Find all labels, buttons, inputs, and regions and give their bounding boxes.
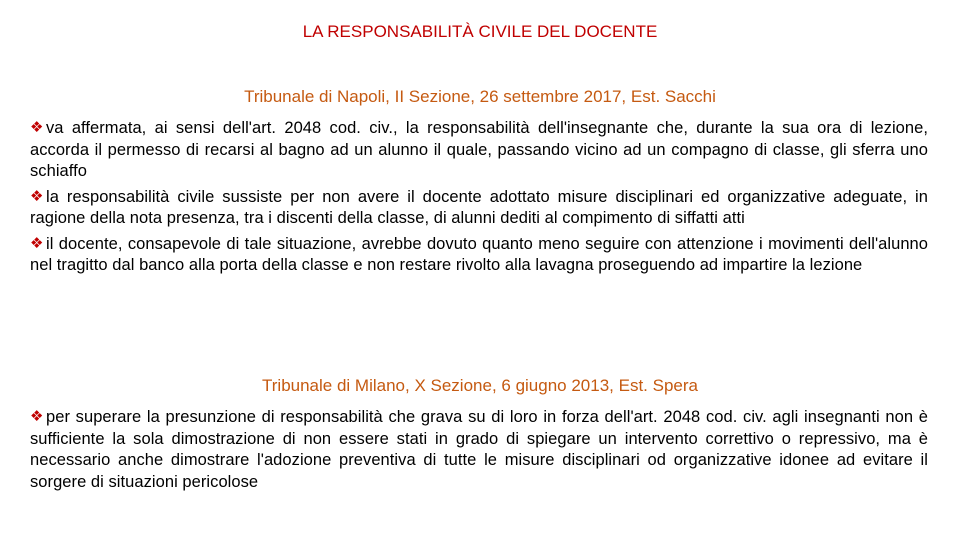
bullet-text: va affermata, ai sensi dell'art. 2048 cod. civ., la responsabilità dell'insegnante che, durante la sua ora di lezione, accorda il permesso di recarsi al bagno ad un alunno il quale, passando vicino ad un compagno di classe, gli sferra uno schiaffo: [30, 119, 928, 180]
diamond-bullet-icon: ❖: [30, 187, 44, 205]
case-heading-milano: Tribunale di Milano, X Sezione, 6 giugno 2013, Est. Spera: [262, 376, 698, 395]
bullet-text: il docente, consapevole di tale situazione, avrebbe dovuto quanto meno seguire con attenzione i movimenti dell'alunno nel tragitto dal banco alla porta della classe e non restare rivolto alla lavagna proseguendo ad impartire la lezione: [30, 234, 928, 274]
bullet-text: per superare la presunzione di responsabilità che grava su di loro in forza dell'art. 2048 cod. civ. agli insegnanti non è sufficiente la sola dimostrazione di non essere stati in grado di spiegare un intervento correttivo o repressivo, ma è necessario anche dimostrare l'adozione preventiva di tutte le misure disciplinari od organizzative idonee ad evitare il sorgere di situazioni pericolose: [30, 408, 928, 491]
diamond-bullet-icon: ❖: [30, 408, 44, 425]
bullet-item: [30, 118, 928, 183]
slide-title: LA RESPONSABILITÀ CIVILE DEL DOCENTE: [302, 22, 658, 41]
bullet-item: [30, 234, 928, 277]
bullet-item: [30, 187, 928, 230]
diamond-bullet-icon: ❖: [30, 234, 44, 252]
diamond-bullet-icon: ❖: [30, 119, 44, 136]
bullet-item: [30, 407, 928, 493]
case-heading-napoli: Tribunale di Napoli, II Sezione, 26 settembre 2017, Est. Sacchi: [244, 87, 716, 106]
bullet-list-milano: [30, 407, 928, 497]
bullet-list-napoli: [30, 118, 928, 281]
bullet-text: la responsabilità civile sussiste per non avere il docente adottato misure disciplinari ed organizzative adeguate, in ragione della nota presenza, tra i discenti della classe, di alunni dediti al compimento di siffatti atti: [30, 187, 928, 227]
